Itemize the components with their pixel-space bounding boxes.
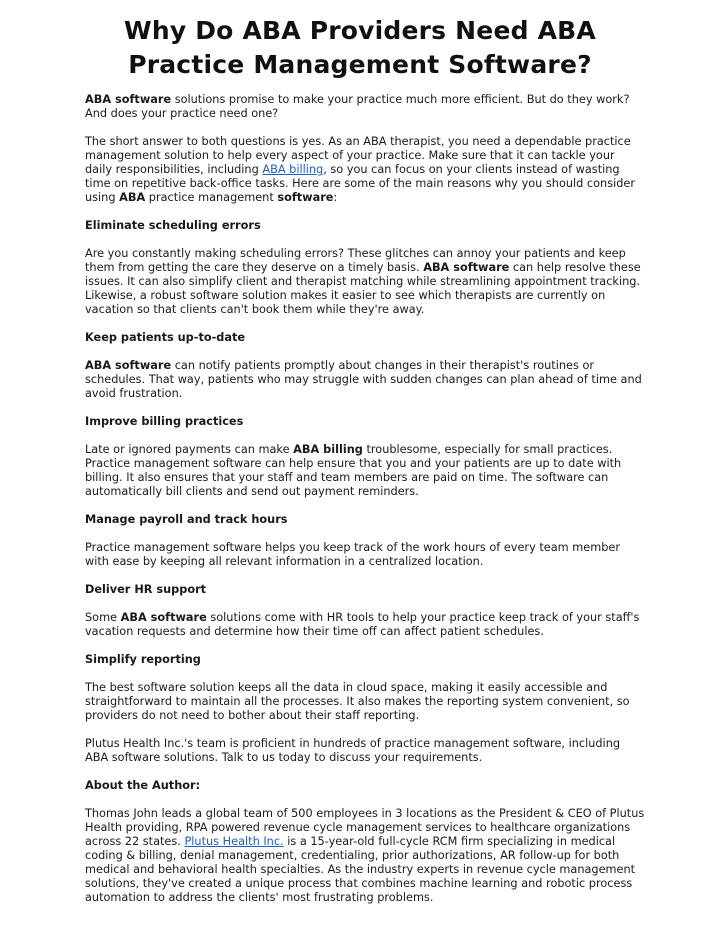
section-heading-reporting: Simplify reporting (85, 653, 201, 666)
section-heading-scheduling: Eliminate scheduling errors (85, 219, 261, 232)
bold-term: ABA billing (293, 443, 363, 456)
author-paragraph (85, 807, 645, 905)
section-paragraph-billing (85, 443, 645, 499)
text-run: troublesome, especially for small practices. Practice management software can help ensure that you and your patients are up to date with billing. It also ensures that your staff and team members are paid on time. The software can automatically bill clients and send out payment reminders. (85, 443, 622, 498)
section-heading-hr: Deliver HR support (85, 583, 207, 596)
section-paragraph-reporting: The best software solution keeps all the data in cloud space, making it easily accessible and straightforward to maintain all the processes. It also makes the reporting system convenient, so providers do not need to bother about their staff reporting. (85, 681, 630, 722)
section-heading-payroll: Manage payroll and track hours (85, 513, 288, 526)
text-run: Thomas John leads a global team of 500 employees in 3 locations as the President & CEO of Plutus Health providing, RPA powered revenue cycle management services to healthcare organizations across 22 states. (85, 807, 645, 848)
section-paragraph-patients (85, 359, 645, 401)
title-line-2: Practice Management Software? (128, 50, 592, 79)
plutus-health-link[interactable]: Plutus Health Inc. (184, 835, 284, 848)
article-body (85, 93, 645, 919)
title-line-1: Why Do ABA Providers Need ABA (124, 16, 596, 45)
section-paragraph-payroll: Practice management software helps you keep track of the work hours of every team member with ease by keeping all relevant information in a centralized location. (85, 541, 620, 568)
bold-term: ABA (119, 191, 146, 204)
section-heading-billing: Improve billing practices (85, 415, 244, 428)
section-heading-patients: Keep patients up-to-date (85, 331, 246, 344)
bold-term: ABA software (120, 611, 207, 624)
author-heading: About the Author: (85, 779, 201, 792)
text-run: Are you constantly making scheduling errors? These glitches can annoy your patients and keep them from getting the care they deserve on a timely basis. (85, 247, 626, 274)
text-run: , so you can focus on your clients instead of wasting time on repetitive back-office tasks. Here are some of the main reasons why you should consider using (85, 163, 636, 204)
bold-term: ABA software (85, 93, 172, 106)
text-run: is a 15-year-old full-cycle RCM firm specializing in medical coding & billing, denial management, credentialing, prior authorizations, AR follow-up for both medical and behavioral health specialties. As the industry experts in revenue cycle management solutions, they've created a unique process that combines machine learning and robotic process automation to address the clients' most frustrating problems. (85, 835, 636, 904)
text-run: can help resolve these issues. It can also simplify client and therapist matching while streamlining appointment tracking. Likewise, a robust software solution makes it easier to see which therapists are currently on vacation so that clients can't book them while they're away. (85, 261, 641, 316)
section-paragraph-scheduling (85, 247, 645, 317)
intro-paragraph (85, 93, 645, 121)
section-paragraph-hr (85, 611, 645, 639)
closing-paragraph: Plutus Health Inc.'s team is proficient in hundreds of practice management software, including ABA software solutions. Talk to us today to discuss your requirements. (85, 737, 621, 764)
text-run: can notify patients promptly about changes in their therapist's routines or schedules. That way, patients who may struggle with sudden changes can plan ahead of time and avoid frustration. (85, 359, 642, 400)
aba-billing-link[interactable]: ABA billing (262, 163, 324, 176)
bold-term: ABA software (423, 261, 510, 274)
page-title (0, 0, 720, 82)
text-run: solutions promise to make your practice much more efficient. But do they work? And does your practice need one? (85, 93, 630, 120)
text-run: Some (85, 611, 121, 624)
text-run: Late or ignored payments can make (85, 443, 294, 456)
bold-term: ABA software (85, 359, 172, 372)
text-run: : (333, 191, 338, 204)
text-run: The short answer to both questions is yes. As an ABA therapist, you need a dependable practice management solution to help every aspect of your practice. Make sure that it can tackle your daily responsibilities, including (85, 135, 631, 176)
answer-paragraph (85, 135, 645, 205)
text-run: practice management (145, 191, 278, 204)
text-run: solutions come with HR tools to help your practice keep track of your staff's vacation requests and determine how their time off can affect patient schedules. (85, 611, 640, 638)
bold-term: software (277, 191, 334, 204)
